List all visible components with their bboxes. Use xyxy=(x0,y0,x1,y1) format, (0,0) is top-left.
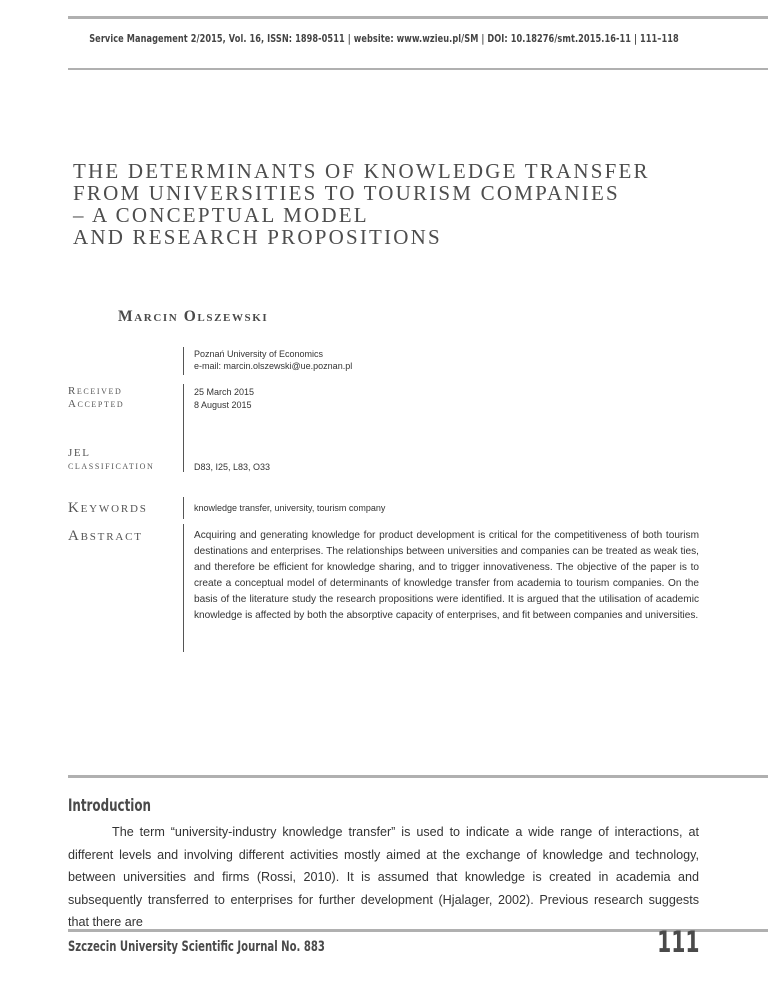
affiliation: Poznań University of Economics xyxy=(194,349,324,359)
accepted-label: Accepted xyxy=(68,398,125,410)
received-label: Received xyxy=(68,385,123,397)
abstract-label: Abstract xyxy=(68,528,143,544)
author-email: e-mail: marcin.olszewski@ue.poznan.pl xyxy=(194,361,353,371)
abstract-text: Acquiring and generating knowledge for product development is critical for the competitiveness of both tourism destinations and enterprises. The relationships between universities and companies can be treated as weak ties, and therefore be efficient for knowledge sharing, and to trigger innovativeness. The objective of the paper is to create a conceptual model of determinants of knowledge transfer from academia to tourism companies. On the basis of the literature study the research propositions were identified. It is argued that the utilisation of academic knowledge is affected by both the absorptive capacity of enterprises, and fit between companies and universities. xyxy=(194,530,699,621)
header-rule xyxy=(68,68,768,70)
title-line-3: – A CONCEPTUAL MODEL xyxy=(73,203,369,227)
title-line-1: THE DETERMINANTS OF KNOWLEDGE TRANSFER xyxy=(73,159,650,183)
received-date: 25 March 2015 xyxy=(194,387,255,397)
jel-codes: D83, I25, L83, O33 xyxy=(194,462,271,472)
title-line-2: FROM UNIVERSITIES TO TOURISM COMPANIES xyxy=(73,181,620,205)
page-number: 111 xyxy=(657,925,700,959)
section-rule xyxy=(68,775,768,778)
title-line-4: AND RESEARCH PROPOSITIONS xyxy=(73,225,442,249)
article-title xyxy=(73,160,713,248)
introduction-paragraph: The term “university-industry knowledge transfer” is used to indicate a wide range of interactions, at different levels and involving different activities mostly aimed at the exchange of knowledge and technology, between universities and firms (Rossi, 2010). It is assumed that knowledge is created in academia and subsequently transferred to enterprises for further development (Hjalager, 2002). Previous research suggests that there are xyxy=(68,825,699,929)
top-rule xyxy=(68,16,768,19)
keywords-divider xyxy=(183,497,184,519)
affiliation-divider xyxy=(183,347,184,375)
journal-footer: Szczecin University Scientific Journal No. 883 xyxy=(68,939,325,955)
jel-label: JEL xyxy=(68,447,91,459)
keywords-value: knowledge transfer, university, tourism company xyxy=(194,503,386,513)
keywords-label: Keywords xyxy=(68,500,148,516)
abstract-divider xyxy=(183,524,184,652)
meta-divider xyxy=(183,384,184,472)
jel-classification-label: classification xyxy=(68,460,155,472)
introduction-heading: Introduction xyxy=(68,796,151,815)
accepted-date: 8 August 2015 xyxy=(194,400,252,410)
author-name: Marcin Olszewski xyxy=(118,308,269,325)
citation-header: Service Management 2/2015, Vol. 16, ISSN: 1898-0511 | website: www.wzieu.pl/SM | DOI: 10.18276/smt.2015.16-11 | 111–118 xyxy=(89,33,679,45)
affiliation-block xyxy=(194,348,352,372)
